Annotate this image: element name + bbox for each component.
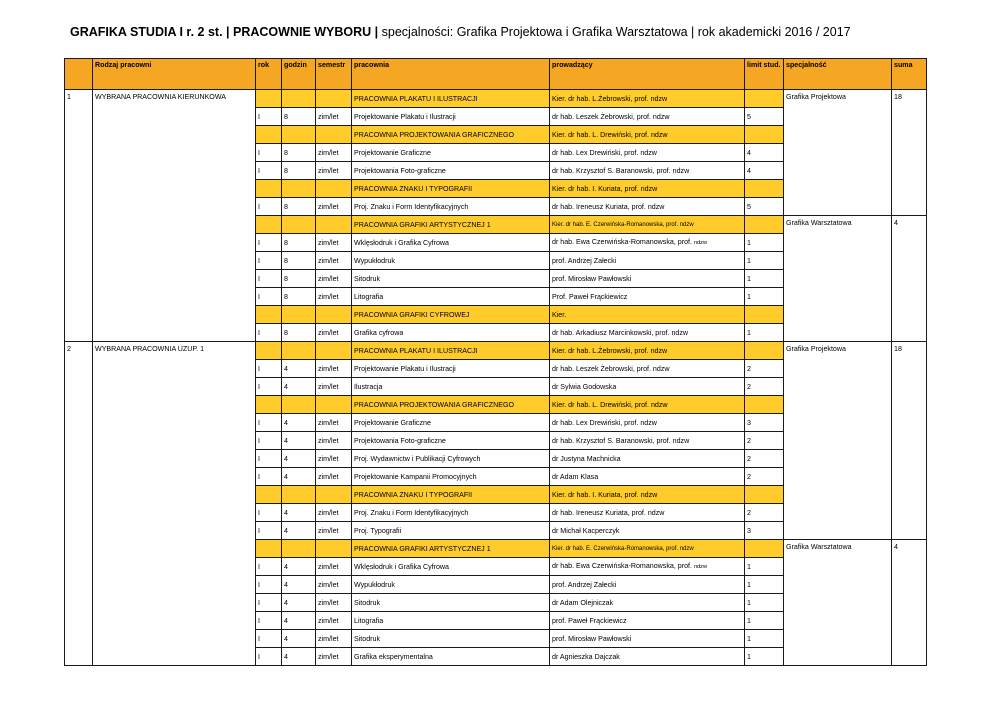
table-row [65,90,927,108]
cell-rok: I [256,198,282,216]
cell-godzin: 4 [282,648,316,666]
cell-limit: 1 [745,252,784,270]
cell-semestr: zim/let [316,648,352,666]
cell-rok: I [256,432,282,450]
cell-prowadzacy: dr hab. Arkadiusz Marcinkowski, prof. ndzw [550,324,745,342]
cell-rok: I [256,324,282,342]
prowadzacy-suffix: ndzw [693,240,707,246]
cell-limit: 1 [745,630,784,648]
cell-pracownia: Wypukłodruk [352,252,550,270]
cell-limit: 3 [745,414,784,432]
cell-prowadzacy: Kier. dr hab. L. Drewiński, prof. ndzw [550,126,745,144]
courses-table [64,58,927,666]
cell-pracownia: Projektowanie Graficzne [352,144,550,162]
cell-semestr: zim/let [316,108,352,126]
cell-limit: 3 [745,522,784,540]
cell-prowadzacy: dr hab. Leszek Żebrowski, prof. ndzw [550,360,745,378]
cell-godzin [282,90,316,108]
cell-godzin: 4 [282,360,316,378]
cell-rok: I [256,504,282,522]
cell-godzin [282,540,316,558]
cell-godzin [282,486,316,504]
cell-semestr: zim/let [316,144,352,162]
cell-godzin: 8 [282,270,316,288]
cell-prowadzacy: dr Adam Olejniczak [550,594,745,612]
cell-prowadzacy: dr hab. Ireneusz Kuriata, prof. ndzw [550,198,745,216]
cell-limit [745,396,784,414]
cell-semestr: zim/let [316,360,352,378]
cell-godzin: 8 [282,252,316,270]
cell-limit: 4 [745,144,784,162]
cell-limit: 2 [745,468,784,486]
cell-semestr [316,126,352,144]
cell-rok: I [256,558,282,576]
cell-rok: I [256,360,282,378]
cell-godzin [282,126,316,144]
cell-pracownia: PRACOWNIA GRAFIKI CYFROWEJ [352,306,550,324]
cell-semestr [316,90,352,108]
cell-rok [256,540,282,558]
cell-limit: 1 [745,558,784,576]
cell-prowadzacy [550,558,745,576]
cell-prowadzacy: dr hab. Ireneusz Kuriata, prof. ndzw [550,504,745,522]
cell-pracownia: PRACOWNIA PROJEKTOWANIA GRAFICZNEGO [352,126,550,144]
prowadzacy-text: dr hab. Ewa Czerwińska-Romanowska, prof. [552,238,694,246]
cell-godzin [282,396,316,414]
cell-semestr: zim/let [316,432,352,450]
cell-godzin: 4 [282,468,316,486]
cell-pracownia: Projektowanie Graficzne [352,414,550,432]
cell-prowadzacy: dr hab. Lex Drewiński, prof. ndzw [550,414,745,432]
cell-pracownia: PRACOWNIA PLAKATU I ILUSTRACJI [352,342,550,360]
table-row [65,342,927,360]
cell-prowadzacy: Kier. [550,306,745,324]
cell-godzin [282,216,316,234]
specjalnosc: Grafika Projektowa [784,90,892,216]
cell-pracownia: PRACOWNIA GRAFIKI ARTYSTYCZNEJ 1 [352,540,550,558]
suma: 4 [892,540,927,666]
cell-rok: I [256,378,282,396]
cell-pracownia: Wklęsłodruk i Grafika Cyfrowa [352,558,550,576]
col-suma: suma [892,59,927,90]
cell-prowadzacy: Prof. Paweł Frąckiewicz [550,288,745,306]
cell-limit: 2 [745,504,784,522]
cell-rok [256,216,282,234]
cell-limit: 1 [745,576,784,594]
group-number: 1 [65,90,93,342]
cell-pracownia: Projektowania Foto-graficzne [352,432,550,450]
col-pracownia: pracownia [352,59,550,90]
cell-limit: 1 [745,270,784,288]
col-semestr: semestr [316,59,352,90]
cell-godzin: 4 [282,576,316,594]
cell-rok: I [256,522,282,540]
cell-limit [745,306,784,324]
cell-limit: 5 [745,108,784,126]
cell-limit: 1 [745,594,784,612]
cell-rok: I [256,288,282,306]
cell-semestr: zim/let [316,504,352,522]
cell-rok: I [256,648,282,666]
cell-semestr [316,180,352,198]
cell-pracownia: Litografia [352,612,550,630]
cell-pracownia: Projektowanie Plakatu i Ilustracji [352,108,550,126]
col-prowadzacy: prowadzący [550,59,745,90]
cell-limit: 1 [745,288,784,306]
cell-godzin: 4 [282,378,316,396]
cell-godzin: 8 [282,144,316,162]
cell-prowadzacy: prof. Andrzej Załecki [550,576,745,594]
cell-semestr: zim/let [316,450,352,468]
cell-rok: I [256,576,282,594]
group-name: WYBRANA PRACOWNIA UZUP. 1 [93,342,256,666]
suma: 18 [892,90,927,216]
cell-semestr: zim/let [316,522,352,540]
cell-limit: 2 [745,432,784,450]
cell-semestr [316,396,352,414]
cell-semestr: zim/let [316,378,352,396]
suma: 18 [892,342,927,540]
cell-semestr: zim/let [316,198,352,216]
cell-godzin: 8 [282,324,316,342]
cell-semestr: zim/let [316,576,352,594]
cell-prowadzacy: Kier. dr hab. E. Czerwińska-Romanowska, prof. ndzw [550,540,745,558]
prowadzacy-suffix: ndzw [693,564,707,570]
cell-semestr: zim/let [316,414,352,432]
cell-prowadzacy: dr hab. Krzysztof S. Baranowski, prof. ndzw [550,162,745,180]
cell-rok: I [256,594,282,612]
cell-semestr: zim/let [316,594,352,612]
cell-limit [745,342,784,360]
specjalnosc: Grafika Warsztatowa [784,540,892,666]
cell-rok: I [256,468,282,486]
cell-godzin: 4 [282,522,316,540]
cell-prowadzacy: Kier. dr hab. E. Czerwińska-Romanowska, prof. ndzw [550,216,745,234]
cell-pracownia: Proj. Typografii [352,522,550,540]
table-body [65,90,927,666]
col-limit: limit stud. [745,59,784,90]
cell-semestr [316,540,352,558]
cell-rok: I [256,144,282,162]
cell-prowadzacy: dr hab. Krzysztof S. Baranowski, prof. ndzw [550,432,745,450]
cell-prowadzacy: prof. Andrzej Załecki [550,252,745,270]
cell-rok [256,342,282,360]
cell-rok [256,90,282,108]
cell-pracownia: Proj. Wydawnictw i Publikacji Cyfrowych [352,450,550,468]
cell-pracownia: PRACOWNIA ZNAKU I TYPOGRAFII [352,180,550,198]
cell-limit [745,126,784,144]
cell-pracownia: Litografia [352,288,550,306]
cell-limit: 5 [745,198,784,216]
cell-limit: 2 [745,378,784,396]
title-normal: specjalności: Grafika Projektowa i Grafika Warsztatowa | rok akademicki 2016 / 2017 [381,25,851,39]
cell-prowadzacy: dr hab. Lex Drewiński, prof. ndzw [550,144,745,162]
cell-semestr: zim/let [316,324,352,342]
cell-godzin: 4 [282,432,316,450]
cell-semestr [316,306,352,324]
col-rodzaj: Rodzaj pracowni [93,59,256,90]
specjalnosc: Grafika Warsztatowa [784,216,892,342]
page-title [70,25,851,39]
cell-semestr: zim/let [316,288,352,306]
header-row [65,59,927,90]
cell-limit: 1 [745,234,784,252]
cell-godzin [282,180,316,198]
cell-pracownia: Projektowania Foto-graficzne [352,162,550,180]
cell-prowadzacy: dr hab. Leszek Żebrowski, prof. ndzw [550,108,745,126]
cell-godzin: 4 [282,558,316,576]
suma: 4 [892,216,927,342]
cell-rok: I [256,234,282,252]
cell-limit [745,540,784,558]
cell-prowadzacy: dr Agnieszka Dajczak [550,648,745,666]
cell-semestr: zim/let [316,162,352,180]
cell-pracownia: Proj. Znaku i Form Identyfikacyjnych [352,504,550,522]
cell-prowadzacy: prof. Mirosław Pawłowski [550,270,745,288]
cell-pracownia: Projektowanie Plakatu i Ilustracji [352,360,550,378]
cell-pracownia: PRACOWNIA PROJEKTOWANIA GRAFICZNEGO [352,396,550,414]
cell-limit [745,486,784,504]
cell-limit: 4 [745,162,784,180]
cell-pracownia: Proj. Znaku i Form Identyfikacyjnych [352,198,550,216]
col-rok: rok [256,59,282,90]
cell-godzin: 4 [282,504,316,522]
cell-limit [745,90,784,108]
cell-semestr: zim/let [316,558,352,576]
cell-prowadzacy: Kier. dr hab. L.Żebrowski, prof. ndzw [550,90,745,108]
cell-limit [745,216,784,234]
cell-godzin: 8 [282,234,316,252]
cell-prowadzacy: dr Adam Klasa [550,468,745,486]
cell-prowadzacy: Kier. dr hab. I. Kuriata, prof. ndzw [550,486,745,504]
cell-semestr [316,216,352,234]
specjalnosc: Grafika Projektowa [784,342,892,540]
cell-limit: 1 [745,648,784,666]
col-lp [65,59,93,90]
cell-godzin: 4 [282,630,316,648]
title-bold: GRAFIKA STUDIA I r. 2 st. | PRACOWNIE WYBORU | [70,25,379,39]
cell-limit: 2 [745,450,784,468]
cell-godzin: 8 [282,288,316,306]
cell-godzin: 8 [282,198,316,216]
cell-godzin: 8 [282,108,316,126]
cell-semestr [316,342,352,360]
cell-pracownia: Projektowanie Kampanii Promocyjnych [352,468,550,486]
cell-pracownia: Sitodruk [352,594,550,612]
cell-pracownia: PRACOWNIA ZNAKU I TYPOGRAFII [352,486,550,504]
cell-rok: I [256,630,282,648]
cell-prowadzacy: Kier. dr hab. L. Drewiński, prof. ndzw [550,396,745,414]
cell-pracownia: Wklęsłodruk i Grafika Cyfrowa [352,234,550,252]
cell-semestr: zim/let [316,630,352,648]
cell-godzin [282,306,316,324]
prowadzacy-text: dr hab. Ewa Czerwińska-Romanowska, prof. [552,562,694,570]
cell-rok: I [256,414,282,432]
cell-godzin: 4 [282,594,316,612]
cell-rok [256,306,282,324]
cell-rok: I [256,450,282,468]
cell-prowadzacy [550,234,745,252]
cell-limit [745,180,784,198]
col-godzin: godzin [282,59,316,90]
cell-prowadzacy: Kier. dr hab. I. Kuriata, prof. ndzw [550,180,745,198]
cell-pracownia: Ilustracja [352,378,550,396]
cell-pracownia: PRACOWNIA PLAKATU I ILUSTRACJI [352,90,550,108]
cell-pracownia: Wypukłodruk [352,576,550,594]
cell-semestr: zim/let [316,468,352,486]
col-specjalnosc: specjalność [784,59,892,90]
cell-pracownia: Grafika cyfrowa [352,324,550,342]
group-name: WYBRANA PRACOWNIA KIERUNKOWA [93,90,256,342]
cell-godzin: 4 [282,414,316,432]
cell-rok [256,126,282,144]
cell-limit: 1 [745,612,784,630]
group-number: 2 [65,342,93,666]
cell-rok: I [256,270,282,288]
cell-pracownia: Grafika eksperymentalna [352,648,550,666]
cell-pracownia: Sitodruk [352,630,550,648]
cell-prowadzacy: Kier. dr hab. L.Żebrowski, prof. ndzw [550,342,745,360]
cell-rok [256,396,282,414]
cell-semestr: zim/let [316,270,352,288]
cell-pracownia: PRACOWNIA GRAFIKI ARTYSTYCZNEJ 1 [352,216,550,234]
cell-limit: 1 [745,324,784,342]
cell-prowadzacy: dr Justyna Machnicka [550,450,745,468]
cell-godzin: 4 [282,450,316,468]
cell-rok: I [256,252,282,270]
cell-rok [256,486,282,504]
cell-rok: I [256,162,282,180]
cell-prowadzacy: prof. Paweł Frąckiewicz [550,612,745,630]
cell-rok: I [256,108,282,126]
cell-prowadzacy: dr Michał Kacperczyk [550,522,745,540]
cell-pracownia: Sitodruk [352,270,550,288]
cell-prowadzacy: dr Sylwia Godowska [550,378,745,396]
cell-godzin: 4 [282,612,316,630]
cell-godzin: 8 [282,162,316,180]
cell-semestr: zim/let [316,612,352,630]
cell-prowadzacy: prof. Mirosław Pawłowski [550,630,745,648]
cell-semestr: zim/let [316,252,352,270]
cell-rok [256,180,282,198]
cell-rok: I [256,612,282,630]
cell-limit: 2 [745,360,784,378]
cell-semestr: zim/let [316,234,352,252]
cell-godzin [282,342,316,360]
cell-semestr [316,486,352,504]
